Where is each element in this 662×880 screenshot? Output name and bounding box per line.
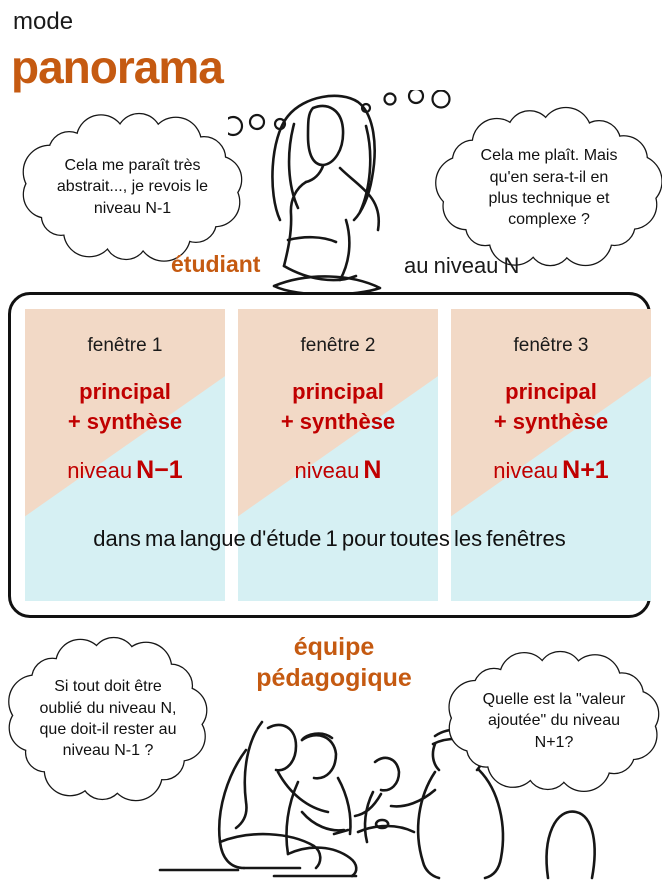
- window-card-2: [238, 309, 438, 601]
- window-content: [451, 377, 651, 436]
- bubble-line: N+1?: [534, 733, 574, 751]
- bubble-line: que doit-il rester au: [39, 721, 177, 738]
- window-title: fenêtre 3: [513, 335, 589, 356]
- team-label: [229, 632, 439, 695]
- panorama-title: panorama: [11, 41, 223, 93]
- bubble-line: niveau N-1 ?: [62, 742, 154, 760]
- board-footer: dans ma langue d'étude 1 pour toutes les fenêtres: [93, 526, 566, 551]
- bubble-line: Quelle est la "valeur: [482, 690, 626, 708]
- window-title: fenêtre 2: [300, 335, 376, 356]
- level-value: N−1: [136, 456, 183, 485]
- bubble-line: abstrait..., je revois le: [56, 178, 209, 196]
- bubble-line: Cela me paraît très: [64, 156, 201, 174]
- bubble-line: niveau N-1: [93, 199, 172, 217]
- window-card-1: [25, 309, 225, 601]
- level-value: N: [363, 456, 382, 485]
- level-prefix: niveau: [294, 458, 360, 484]
- bubble-line: qu'en sera-t-il en: [489, 168, 609, 186]
- window-level: [451, 456, 651, 485]
- bubble-line: Si tout doit être: [54, 678, 162, 696]
- window-content-line: + synthèse: [493, 408, 609, 434]
- level-prefix: niveau: [493, 458, 559, 484]
- bubble-text: [446, 650, 662, 792]
- level-prefix: niveau: [67, 458, 133, 484]
- bubble-line: plus technique et: [488, 190, 610, 207]
- student-label: étudiant: [171, 251, 261, 277]
- team-label-line: équipe: [293, 633, 375, 661]
- window-content: [238, 377, 438, 436]
- bubble-text: [6, 636, 210, 802]
- team-label-line: pédagogique: [256, 664, 412, 693]
- window-content-line: + synthèse: [280, 408, 396, 434]
- thought-dot-icon: [385, 94, 396, 105]
- level-value: N+1: [562, 456, 609, 485]
- thought-bubble-team-right: [446, 650, 662, 792]
- window-content-line: + synthèse: [67, 408, 183, 434]
- thought-bubble-team-left: [6, 636, 210, 802]
- bubble-line: ajoutée" du niveau: [487, 712, 620, 730]
- thought-bubble-student-right: [436, 108, 662, 268]
- thought-bubble-student-left: [20, 112, 245, 262]
- window-title: fenêtre 1: [87, 335, 163, 356]
- thought-dot-icon: [250, 115, 264, 129]
- bubble-line: oublié du niveau N,: [39, 699, 177, 717]
- window-level: [25, 456, 225, 485]
- bubble-text: [20, 112, 245, 262]
- thought-dot-icon: [409, 90, 423, 103]
- bubble-line: Cela me plaît. Mais: [480, 147, 618, 165]
- bubble-text: [436, 108, 662, 268]
- window-content-line: principal: [292, 379, 384, 404]
- window-content-line: principal: [505, 379, 597, 404]
- student-level-label: au niveau N: [404, 253, 520, 278]
- thought-dot-icon: [433, 91, 450, 108]
- window-card-3: [451, 309, 651, 601]
- window-content: [25, 377, 225, 436]
- windows-board: [8, 292, 651, 618]
- window-level: [238, 456, 438, 485]
- mode-label: mode: [13, 8, 74, 35]
- bubble-line: complexe ?: [508, 211, 590, 229]
- window-content-line: principal: [79, 379, 171, 404]
